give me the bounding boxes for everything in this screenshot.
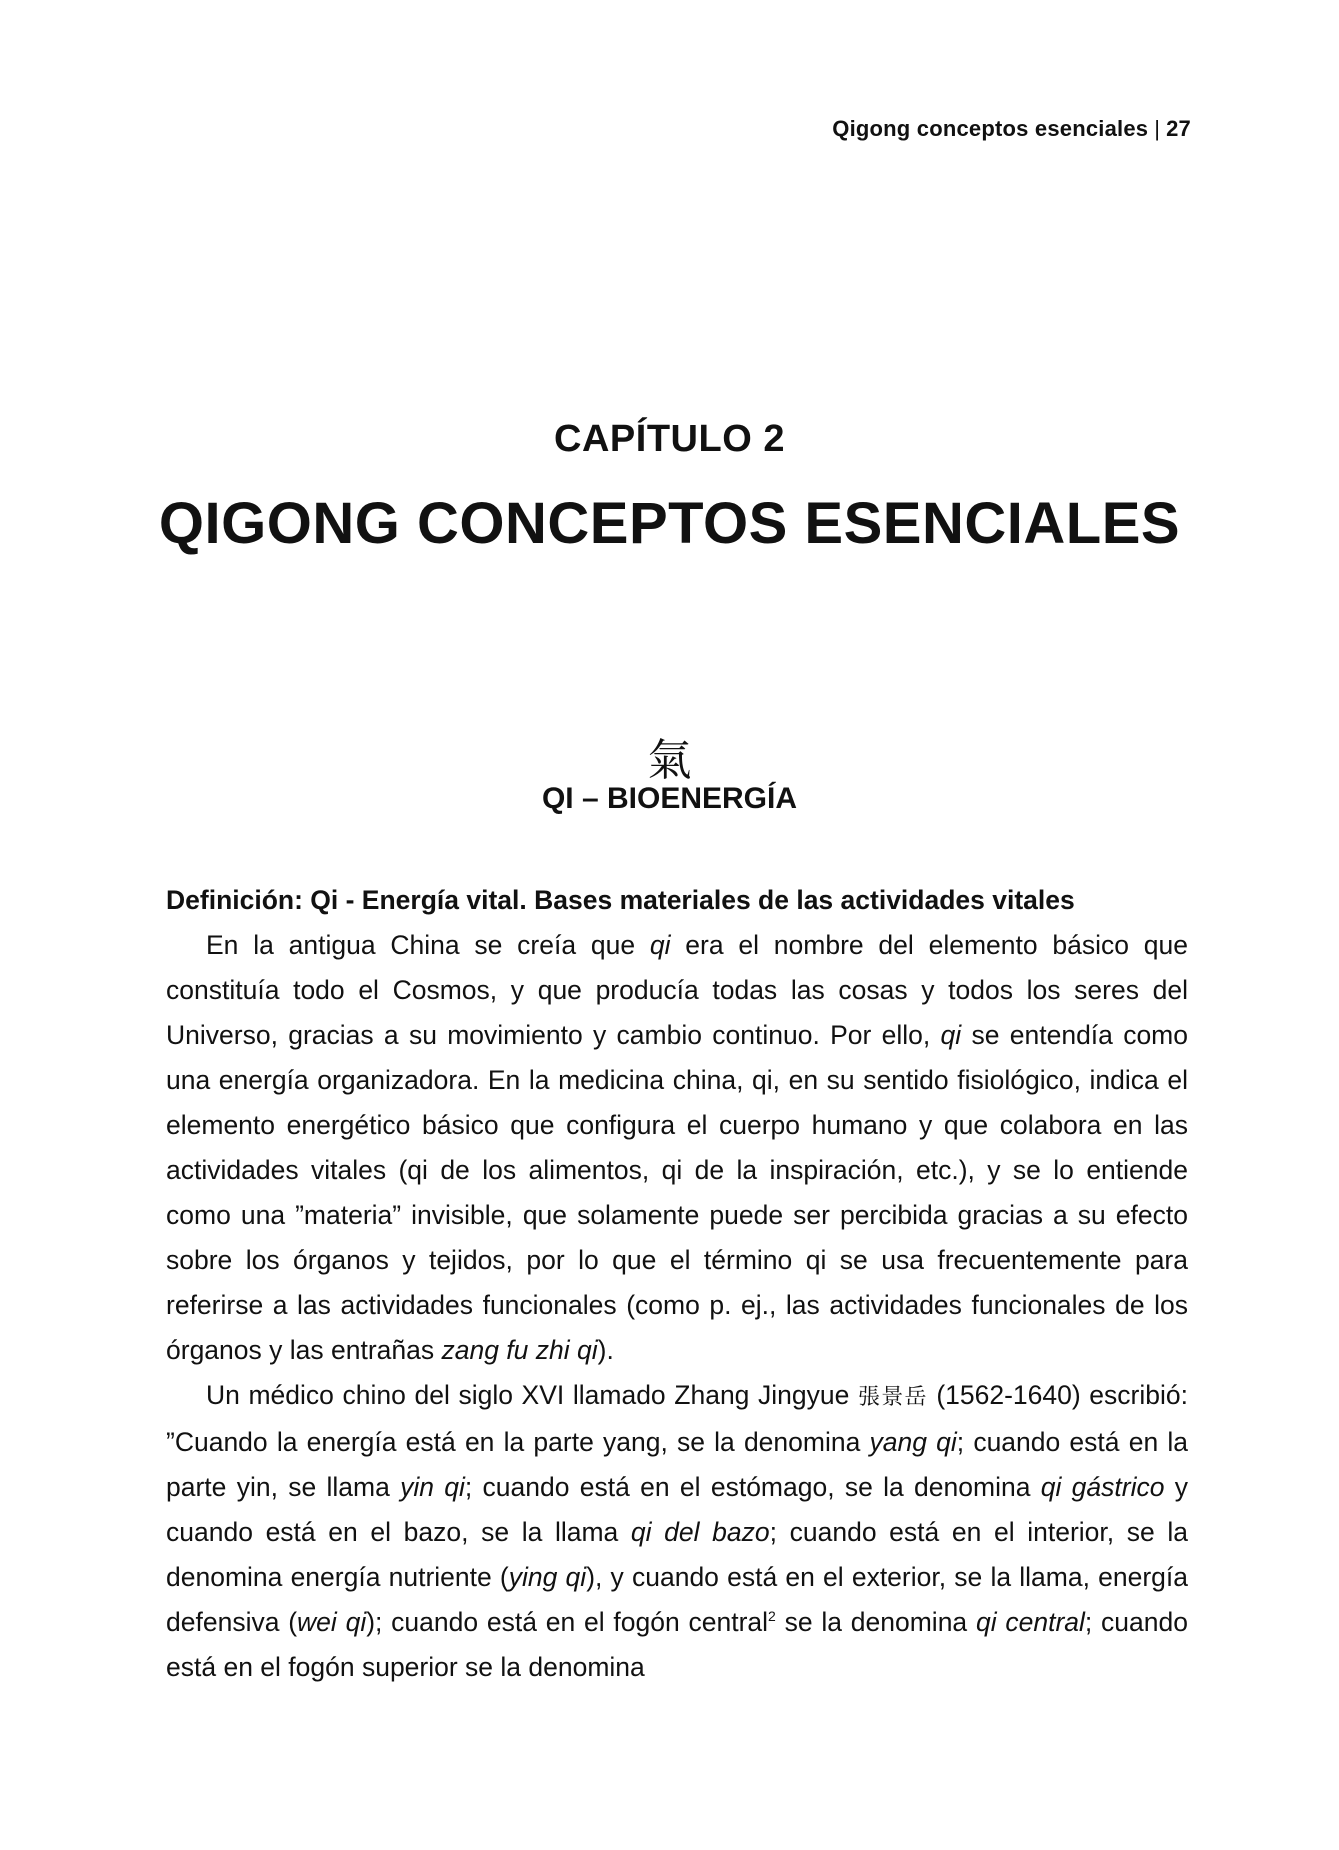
p1-text-1: En la antigua China se creía que — [206, 930, 650, 960]
p2-italic-1: yang qi — [869, 1427, 957, 1457]
p1-text-4: ). — [597, 1335, 614, 1365]
p2-text-9: se la denomina — [775, 1607, 976, 1637]
p2-text-4: ; cuando está en el estómago, se la denomina — [464, 1472, 1041, 1502]
p2-italic-4: qi del bazo — [630, 1517, 770, 1547]
p2-italic-2: yin qi — [400, 1472, 465, 1502]
footnote-ref: 2 — [768, 1608, 776, 1625]
page-number: 27 — [1166, 116, 1191, 141]
p2-text-7: ), y cuando está en el exterior, se la llama, energía defensiva ( — [166, 1562, 1188, 1637]
p2-italic-7: qi central — [975, 1607, 1085, 1637]
p2-text-1: Un médico chino del siglo XVI llamado Zhang Jingyue — [206, 1380, 858, 1410]
p2-text-10: ; cuando está en el fogón superior se la denomina — [166, 1607, 1188, 1682]
running-head — [832, 116, 1191, 142]
p1-italic-2: qi — [940, 1020, 962, 1050]
definition-heading: Definición: Qi - Energía vital. Bases materiales de las actividades vitales — [166, 885, 1075, 915]
chapter-title: QIGONG CONCEPTOS ESENCIALES — [158, 491, 1181, 556]
running-title: Qigong conceptos esenciales — [832, 116, 1149, 141]
p1-italic-1: qi — [649, 930, 671, 960]
p2-text-3: ; cuando está en la parte yin, se llama — [166, 1427, 1188, 1502]
p2-italic-5: ying qi — [508, 1562, 587, 1592]
p2-text-8: ); cuando está en el fogón central — [366, 1607, 769, 1637]
p2-italic-3: qi gástrico — [1040, 1472, 1165, 1502]
p2-text-6: ; cuando está en el interior, se la denomina energía nutriente ( — [166, 1517, 1189, 1592]
p2-italic-6: wei qi — [297, 1607, 367, 1637]
p1-italic-3: zang fu zhi qi — [441, 1335, 598, 1365]
qi-glyph: 氣 — [647, 735, 692, 786]
body-text — [166, 878, 1188, 1690]
chapter-label: CAPÍTULO 2 — [554, 418, 785, 460]
paragraph-1 — [166, 923, 1188, 1373]
p2-text-2: (1562-1640) escribió: ”Cuando la energía está en la parte yang, se la denomina — [166, 1380, 1188, 1457]
zhang-jingyue-characters: 張景岳 — [857, 1385, 928, 1410]
paragraph-2 — [166, 1373, 1188, 1690]
p1-text-2: era el nombre del elemento básico que constituía todo el Cosmos, y que producía todas las cosas y todos los seres del Universo, gracias a su movimiento y cambio continuo. Por ello, — [166, 930, 1188, 1050]
p1-text-3: se entendía como una energía organizadora. En la medicina china, qi, en su sentido fisiológico, indica el elemento energético básico que configura el cuerpo humano y que colabora en las actividades vitales (qi de los alimentos, qi de la inspiración, etc.), y se lo entiende como una ”materia” invisible, que solamente puede ser percibida gracias a su efecto sobre los órganos y tejidos, por lo que el término qi se usa frecuentemente para referirse a las actividades funcionales (como p. ej., las actividades funcionales de los órganos y las entrañas — [166, 1020, 1188, 1365]
running-head-separator: | — [1154, 116, 1161, 141]
section-title: QI – BIOENERGÍA — [541, 782, 798, 815]
p2-text-5: y cuando está en el bazo, se la llama — [166, 1472, 1188, 1547]
